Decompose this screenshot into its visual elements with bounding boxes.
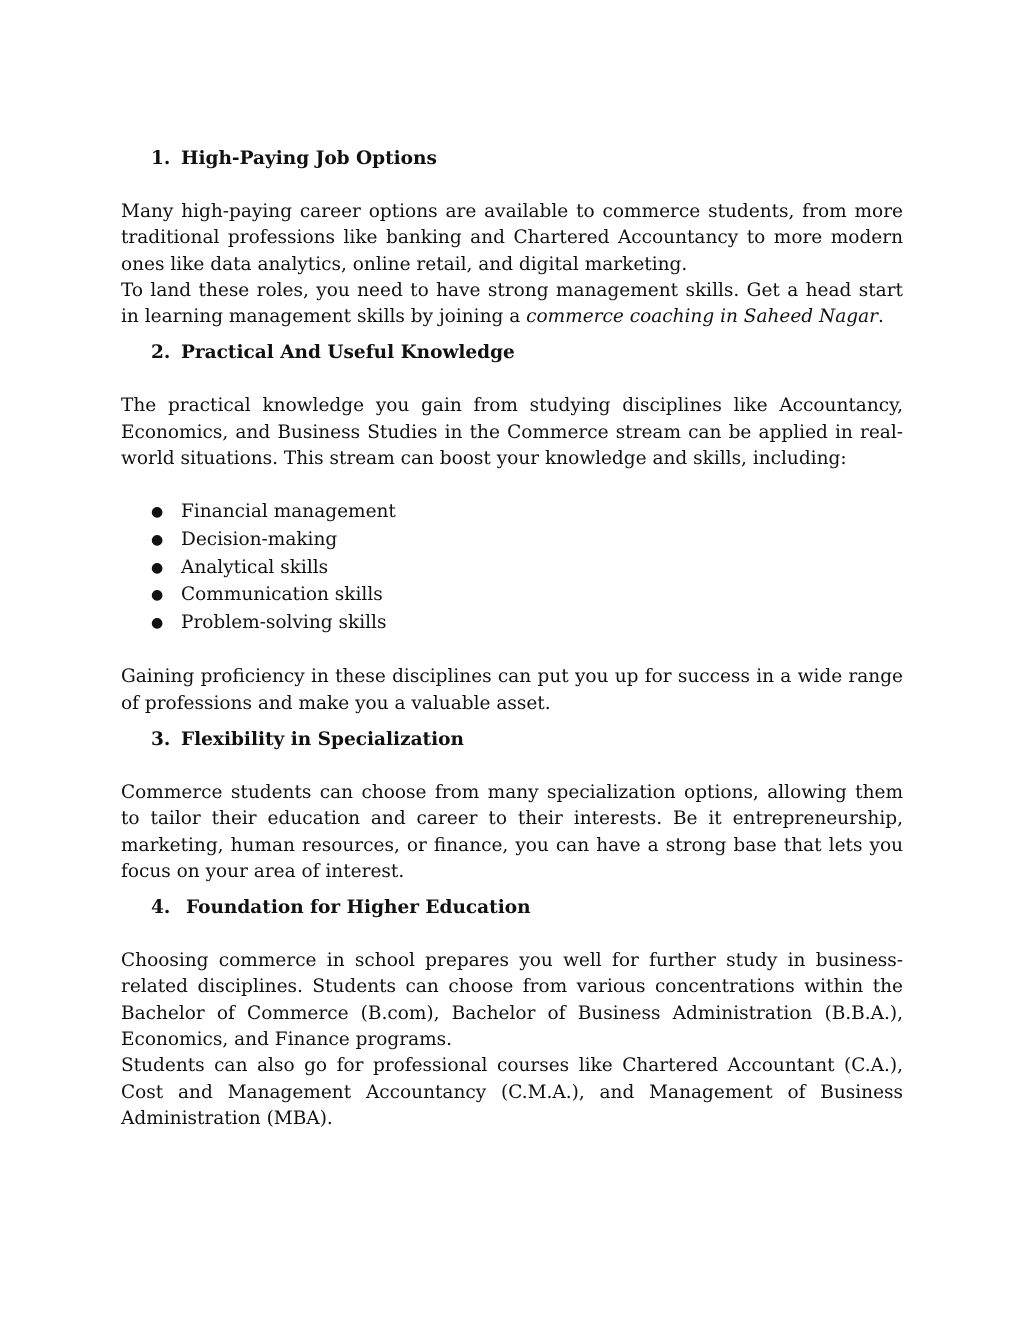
section-2-outro: Gaining proficiency in these disciplines can put you up for success in a wide range of professions and make you a valuable asset. — [121, 666, 903, 714]
list-item — [121, 555, 903, 583]
section-title: Flexibility in Specialization — [181, 728, 464, 750]
commerce-coaching-link[interactable]: commerce coaching in Saheed Nagar — [526, 306, 878, 328]
bullet-icon: ● — [151, 587, 164, 604]
section-2-intro: The practical knowledge you gain from studying disciplines like Accountancy, Economics, and Business Studies in the Commerce stream can be applied in real-world situations. This stream can boost your knowledge and skills, including: — [121, 395, 903, 470]
section-1-paragraph-1: Many high-paying career options are available to commerce students, from more traditional professions like banking and Chartered Accountancy to more modern ones like data analytics, online retail, and digital marketing. — [121, 201, 903, 275]
list-item — [121, 527, 903, 555]
section-title: Practical And Useful Knowledge — [181, 342, 515, 364]
list-item-label: Financial management — [181, 501, 396, 523]
section-3-paragraph: Commerce students can choose from many specialization options, allowing them to tailor their education and career to their interests. Be it entrepreneurship, marketing, human resources, or finance, you can have a strong base that lets you focus on your area of interest. — [121, 781, 903, 882]
list-item-label: Problem-solving skills — [181, 611, 387, 633]
section-heading-2 — [151, 340, 903, 366]
section-heading-1 — [151, 146, 903, 172]
list-item-label: Analytical skills — [181, 556, 329, 578]
document-page — [121, 136, 903, 1132]
bullet-icon: ● — [151, 559, 164, 576]
bullet-icon: ● — [151, 531, 164, 548]
bullet-icon: ● — [151, 504, 164, 521]
list-item — [121, 582, 903, 610]
list-item — [121, 499, 903, 527]
list-item-label: Decision-making — [181, 528, 338, 550]
section-title: Foundation for Higher Education — [186, 897, 531, 919]
paragraph-text: To land these roles, you need to have strong management skills. Get a head start in learning management skills by joining a — [121, 279, 903, 328]
list-item — [121, 610, 903, 638]
section-number: 4. — [151, 897, 171, 919]
section-title: High-Paying Job Options — [181, 148, 437, 169]
section-number: 2. — [151, 342, 171, 364]
link-suffix: . — [877, 306, 884, 328]
skills-list — [121, 499, 903, 637]
section-4-paragraph-1: Choosing commerce in school prepares you well for further study in business-related disciplines. Students can choose from various concentrations within the Bachelor of Commerce (B.com), Bachelor of Business Administration (B.B.A.), Economics, and Finance programs. — [121, 950, 903, 1051]
section-heading-3 — [151, 727, 903, 753]
list-item-label: Communication skills — [181, 584, 383, 606]
section-4-paragraph-2: Students can also go for professional courses like Chartered Accountant (C.A.), Cost and Management Accountancy (C.M.A.), and Management of Business Administration (MBA). — [121, 1055, 903, 1129]
section-heading-4 — [151, 895, 903, 921]
bullet-icon: ● — [151, 614, 164, 631]
section-number: 1. — [151, 148, 171, 169]
section-1-paragraph-2 — [121, 278, 903, 331]
section-number: 3. — [151, 728, 171, 750]
